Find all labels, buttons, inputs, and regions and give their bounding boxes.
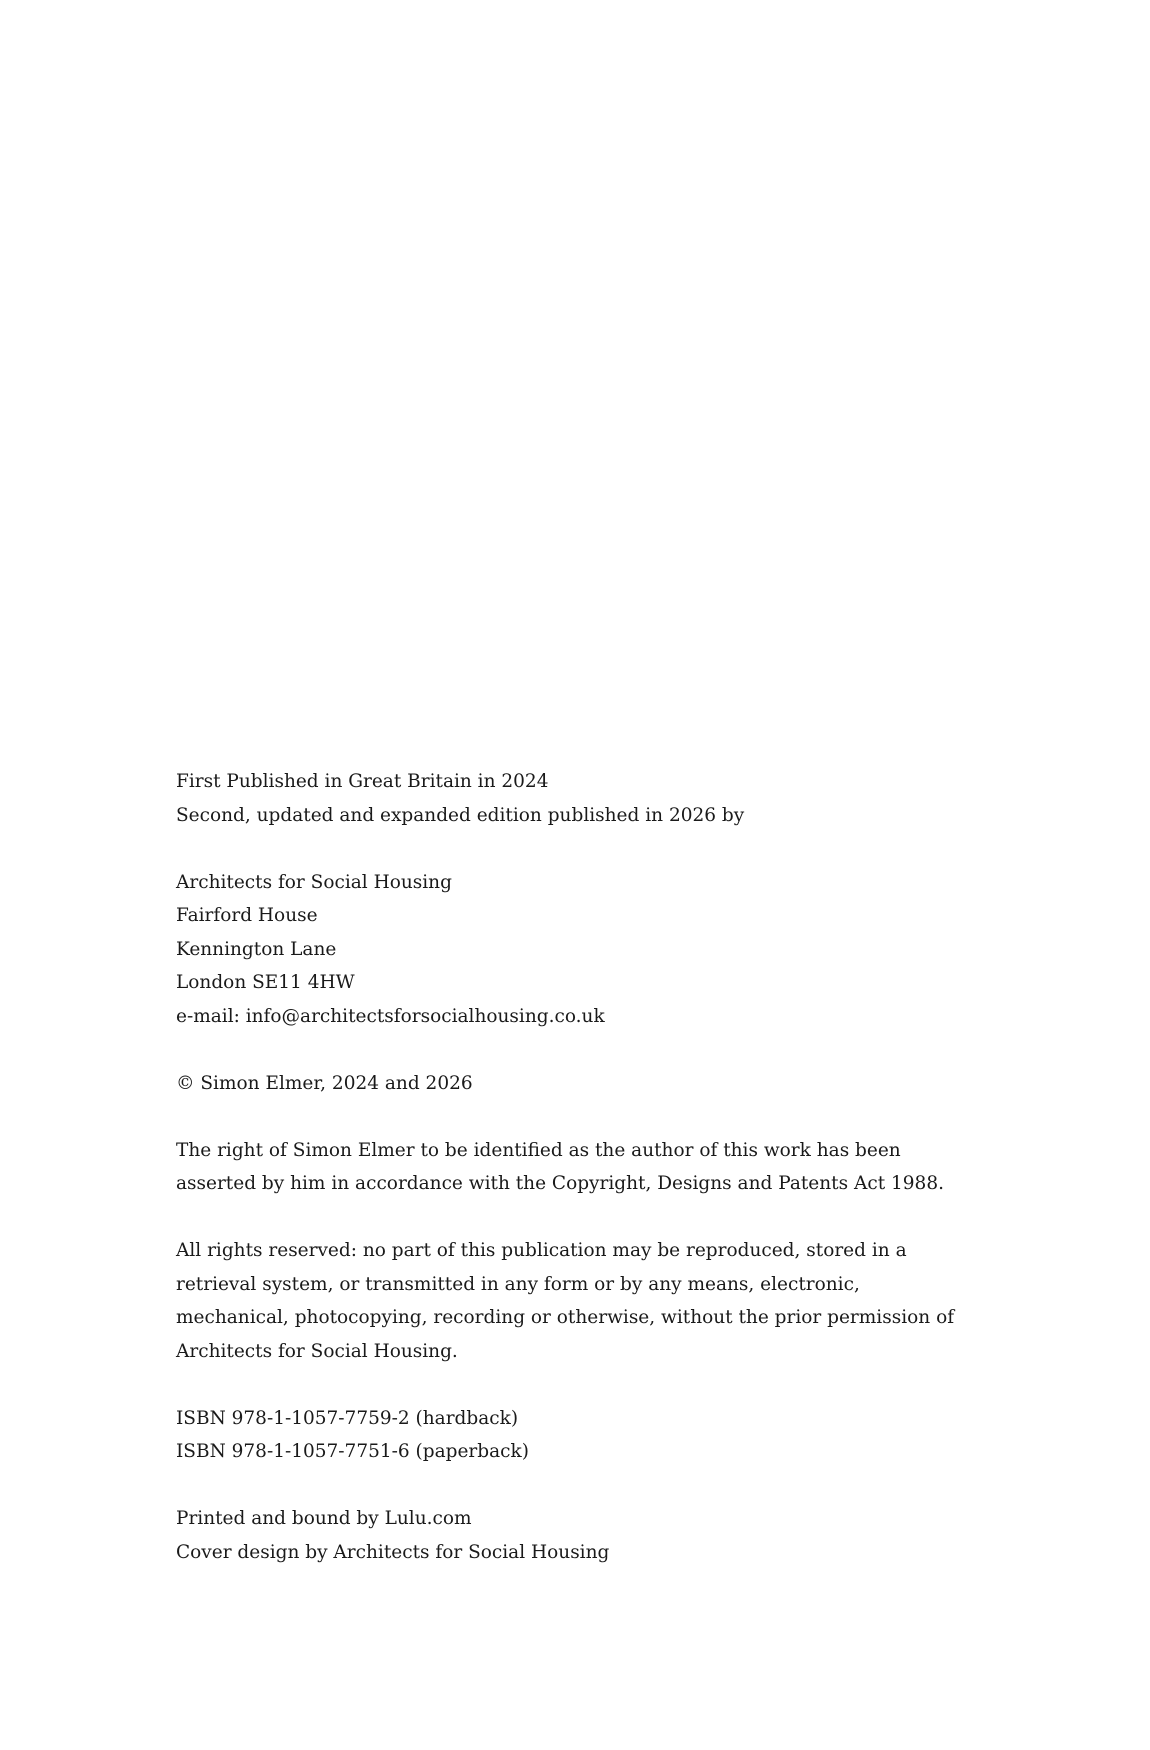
publisher-address	[176, 866, 976, 1034]
address-line-2: Kennington Lane	[176, 938, 337, 960]
rights-reserved-line: Architects for Social Housing.	[176, 1340, 458, 1362]
copyright-line: © Simon Elmer, 2024 and 2026	[176, 1072, 473, 1094]
moral-rights-line: The right of Simon Elmer to be identified as the author of this work has been	[176, 1139, 901, 1161]
isbn-list	[176, 1402, 976, 1469]
rights-reserved-line: retrieval system, or transmitted in any form or by any means, electronic,	[176, 1273, 860, 1295]
publisher-name: Architects for Social Housing	[176, 871, 452, 893]
printer-credit: Printed and bound by Lulu.com	[176, 1508, 472, 1529]
cover-credit: Cover design by Architects for Social Housing	[176, 1541, 610, 1563]
address-line-3: London SE11 4HW	[176, 972, 355, 993]
second-edition-line: Second, updated and expanded edition published in 2026 by	[176, 804, 745, 826]
isbn-paperback: ISBN 978-1-1057-7751-6 (paperback)	[176, 1441, 529, 1462]
isbn-hardback: ISBN 978-1-1057-7759-2 (hardback)	[176, 1407, 519, 1429]
publication-history	[176, 765, 976, 832]
moral-rights-statement	[176, 1134, 976, 1201]
copyright-notice	[176, 1067, 976, 1101]
moral-rights-line: asserted by him in accordance with the Copyright, Designs and Patents Act 1988.	[176, 1173, 944, 1194]
first-published-line: First Published in Great Britain in 2024	[176, 771, 549, 792]
imprint-text	[176, 765, 976, 1569]
rights-reserved-line: mechanical, photocopying, recording or otherwise, without the prior permission of	[176, 1307, 955, 1328]
rights-reserved-line: All rights reserved: no part of this publication may be reproduced, stored in a	[176, 1240, 907, 1261]
production-credits	[176, 1502, 976, 1569]
rights-reserved-statement	[176, 1234, 976, 1368]
publisher-email: e-mail: info@architectsforsocialhousing.co.uk	[176, 1005, 605, 1027]
address-line-1: Fairford House	[176, 905, 318, 926]
